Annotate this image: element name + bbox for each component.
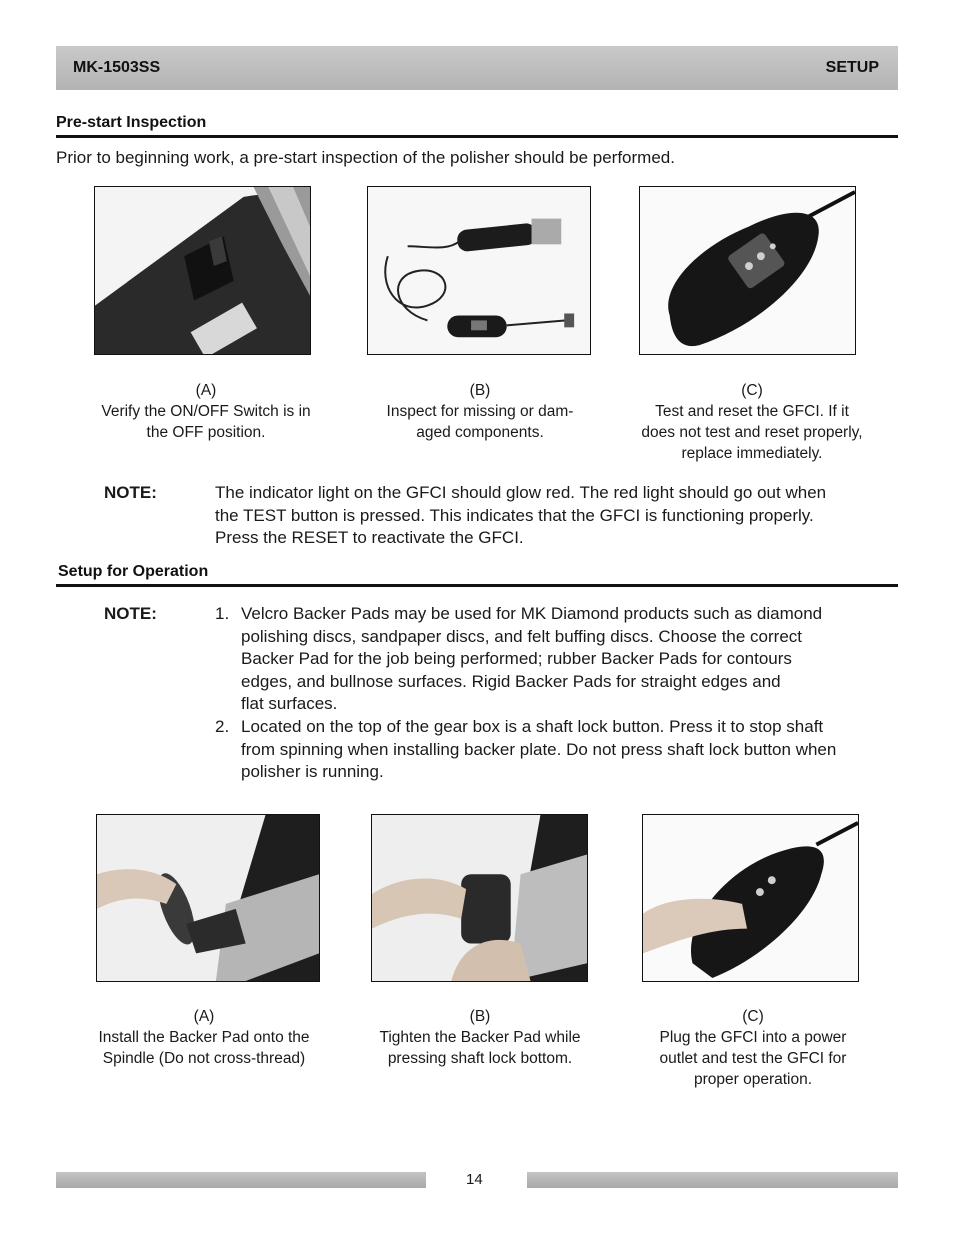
list-line: polisher is running.: [241, 762, 384, 781]
caption-letter: (C): [742, 1008, 764, 1025]
note-line: the TEST button is pressed. This indicates that the GFCI is functioning properly.: [215, 505, 814, 525]
caption-line: Verify the ON/OFF Switch is in: [101, 403, 311, 420]
caption-c-top: [622, 380, 882, 464]
section-title-pre-start: Pre-start Inspection: [56, 114, 898, 138]
list-number: 2.: [215, 717, 230, 736]
note-line: The indicator light on the GFCI should glow red. The red light should go out when: [215, 483, 827, 502]
note-label-setup: NOTE:: [104, 604, 157, 623]
caption-line: replace immediately.: [681, 445, 823, 462]
caption-letter: (A): [193, 1008, 215, 1025]
photo-polisher-components: [367, 186, 591, 355]
caption-letter: (B): [469, 1008, 491, 1025]
caption-letter: (A): [195, 382, 217, 399]
photo-tighten-backer-pad: [371, 814, 588, 982]
note-text-gfci: [215, 482, 826, 550]
section-name: SETUP: [825, 59, 879, 76]
caption-line: Spindle (Do not cross-thread): [102, 1050, 306, 1067]
section-title-setup: Setup for Operation: [56, 563, 898, 587]
caption-line: Tighten the Backer Pad while: [379, 1029, 581, 1046]
caption-line: the OFF position.: [146, 424, 266, 441]
photo-on-off-switch: [94, 186, 311, 355]
header-bar: [56, 46, 898, 90]
photo-gfci: [639, 186, 856, 355]
photo-plug-gfci: [642, 814, 859, 982]
caption-line: aged components.: [416, 424, 544, 441]
list-number: 1.: [215, 604, 230, 623]
list-line: polishing discs, sandpaper discs, and felt buffing discs. Choose the correct: [241, 626, 802, 646]
page-number: 14: [466, 1171, 483, 1188]
list-item-shaft-lock: [215, 716, 900, 786]
list-line: Backer Pad for the job being performed; rubber Backer Pads for contours: [241, 649, 792, 668]
model-number: MK-1503SS: [73, 59, 161, 76]
note-line: Press the RESET to reactivate the GFCI.: [215, 528, 524, 547]
photo-install-backer-pad: [96, 814, 320, 982]
caption-line: proper operation.: [693, 1071, 813, 1088]
list-item-backer-pads: [215, 603, 900, 718]
footer-bar-right: [527, 1172, 898, 1188]
footer-bar-left: [56, 1172, 426, 1188]
caption-b-top: [365, 380, 595, 443]
list-line: Velcro Backer Pads may be used for MK Diamond products such as diamond: [241, 604, 823, 623]
list-line: Located on the top of the gear box is a shaft lock button. Press it to stop shaft: [241, 717, 824, 736]
caption-line: pressing shaft lock bottom.: [387, 1050, 573, 1067]
list-line: flat surfaces.: [241, 694, 338, 713]
caption-letter: (C): [741, 382, 763, 399]
intro-text: Prior to beginning work, a pre-start inspection of the polisher should be performed.: [56, 148, 675, 167]
list-line: edges, and bullnose surfaces. Rigid Backer Pads for straight edges and: [241, 671, 781, 691]
caption-letter: (B): [469, 382, 491, 399]
caption-a-bottom: [84, 1006, 324, 1069]
list-line: from spinning when installing backer plate. Do not press shaft lock button when: [241, 739, 837, 759]
caption-line: Test and reset the GFCI. If it: [655, 403, 849, 420]
caption-line: Install the Backer Pad onto the: [98, 1029, 310, 1046]
note-label-gfci: NOTE:: [104, 483, 157, 502]
caption-c-bottom: [633, 1006, 873, 1090]
caption-b-bottom: [360, 1006, 600, 1069]
caption-line: Plug the GFCI into a power: [659, 1029, 847, 1046]
caption-line: Inspect for missing or dam-: [386, 403, 574, 420]
caption-line: does not test and reset properly,: [641, 424, 863, 441]
caption-a-top: [86, 380, 326, 443]
caption-line: outlet and test the GFCI for: [659, 1050, 847, 1067]
